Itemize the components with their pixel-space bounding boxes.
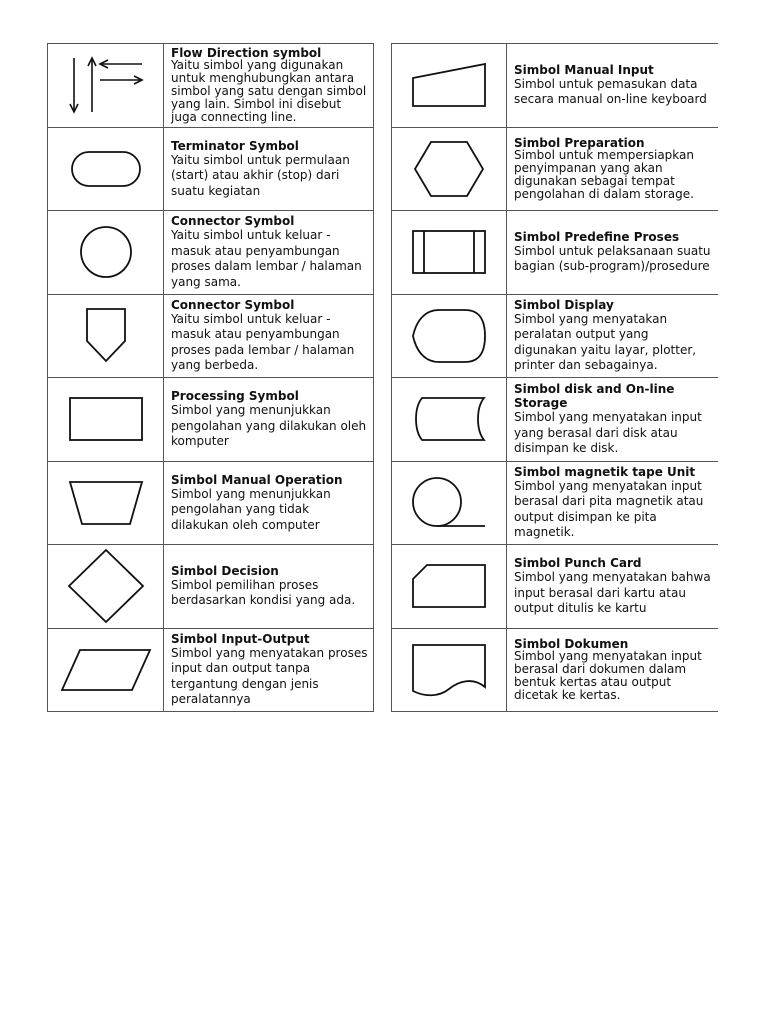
table-row <box>48 294 374 378</box>
table-row <box>392 628 719 712</box>
symbol-title: Simbol Decision <box>171 563 279 578</box>
symbol-description: Simbol yang menyatakan input berasal dari pita magnetik atau output disimpan ke pita magnetik. <box>514 478 704 540</box>
symbol-description: Simbol untuk pelaksanaan suatu bagian (sub-program)/prosedure <box>514 243 711 274</box>
symbol-title: Simbol Preparation <box>514 135 645 150</box>
table-row <box>48 461 374 545</box>
symbol-description: Simbol yang menyatakan proses input dan output tanpa tergantung dengan jenis peralatannya <box>171 645 368 707</box>
display-icon <box>409 306 489 366</box>
manual-input-icon <box>409 60 489 110</box>
table-row <box>48 378 374 462</box>
symbol-description: Simbol yang menyatakan input berasal dari dokumen dalam bentuk kertas atau output dicetak ke kertas. <box>514 648 702 702</box>
symbol-title: Simbol Predefine Proses <box>514 229 680 244</box>
terminator-icon <box>66 146 146 192</box>
symbol-title: Simbol Manual Input <box>514 62 654 77</box>
symbol-description: Simbol untuk pemasukan data secara manual on-line keyboard <box>514 76 707 107</box>
symbol-title: Terminator Symbol <box>171 138 299 153</box>
table-row <box>392 545 719 629</box>
left-symbol-table <box>47 43 374 712</box>
preparation-hexagon-icon <box>411 138 487 200</box>
offpage-connector-icon <box>81 305 131 367</box>
symbol-title: Simbol Punch Card <box>514 556 642 570</box>
table-row <box>392 378 719 462</box>
symbol-description: Yaitu simbol yang digunakan untuk menghubungkan antara simbol yang satu dengan simbol yang lain. Simbol ini disebut juga connecting line. <box>171 57 367 124</box>
table-row <box>48 211 374 295</box>
symbol-title: Simbol disk and On-line Storage <box>514 382 675 410</box>
symbol-title: Connector Symbol <box>171 214 295 229</box>
symbol-description: Simbol pemilihan proses berdasarkan kondisi yang ada. <box>171 577 356 608</box>
symbol-title: Simbol Input-Output <box>171 631 310 646</box>
symbol-title: Simbol Dokumen <box>514 636 629 651</box>
symbol-description: Simbol yang menunjukkan pengolahan yang dilakukan oleh komputer <box>171 403 367 448</box>
table-row <box>48 545 374 629</box>
symbol-title: Simbol Manual Operation <box>171 472 343 487</box>
table-row <box>392 44 719 128</box>
symbol-description: Simbol yang menyatakan bahwa input berasal dari kartu atau output ditulis ke kartu <box>514 570 711 615</box>
symbol-title: Simbol Display <box>514 297 614 312</box>
symbol-title: Flow Direction symbol <box>171 45 322 60</box>
document-icon <box>409 641 489 699</box>
symbol-description: Simbol yang menunjukkan pengolahan yang tidak dilakukan oleh computer <box>171 486 331 532</box>
table-row <box>48 44 374 128</box>
right-symbol-table <box>391 43 718 712</box>
predefined-process-icon <box>409 227 489 277</box>
disk-storage-icon <box>408 394 490 444</box>
table-row <box>48 127 374 211</box>
table-row <box>392 211 719 295</box>
table-row <box>392 461 719 545</box>
symbol-description: Yaitu simbol untuk keluar - masuk atau penyambungan proses dalam lembar / halaman yang sama. <box>171 228 362 289</box>
table-row <box>392 294 719 378</box>
flow-direction-arrows-icon <box>56 52 156 118</box>
table-row <box>392 127 719 211</box>
symbol-description: Simbol yang menyatakan input yang berasal dari disk atau disimpan ke disk. <box>514 410 702 455</box>
symbol-description: Simbol untuk mempersiapkan penyimpanan yang akan digunakan sebagai tempat pengolahan di dalam storage. <box>514 147 694 201</box>
decision-diamond-icon <box>66 548 146 624</box>
symbol-description: Simbol yang menyatakan peralatan output yang digunakan yaitu layar, plotter, printer dan sebagainya. <box>514 311 697 373</box>
process-rectangle-icon <box>66 394 146 444</box>
symbol-title: Connector Symbol <box>171 297 295 312</box>
connector-circle-icon <box>76 222 136 282</box>
punch-card-icon <box>409 561 489 611</box>
symbol-title: Simbol magnetik tape Unit <box>514 464 696 479</box>
input-output-parallelogram-icon <box>58 647 154 693</box>
magnetic-tape-icon <box>409 473 489 533</box>
manual-operation-icon <box>66 478 146 528</box>
table-row <box>48 628 374 712</box>
symbol-description: Yaitu simbol untuk permulaan (start) atau akhir (stop) dari suatu kegiatan <box>171 152 350 198</box>
symbol-description: Yaitu simbol untuk keluar - masuk atau penyambungan proses pada lembar / halaman yang berbeda. <box>171 311 355 373</box>
symbol-title: Processing Symbol <box>171 389 299 403</box>
